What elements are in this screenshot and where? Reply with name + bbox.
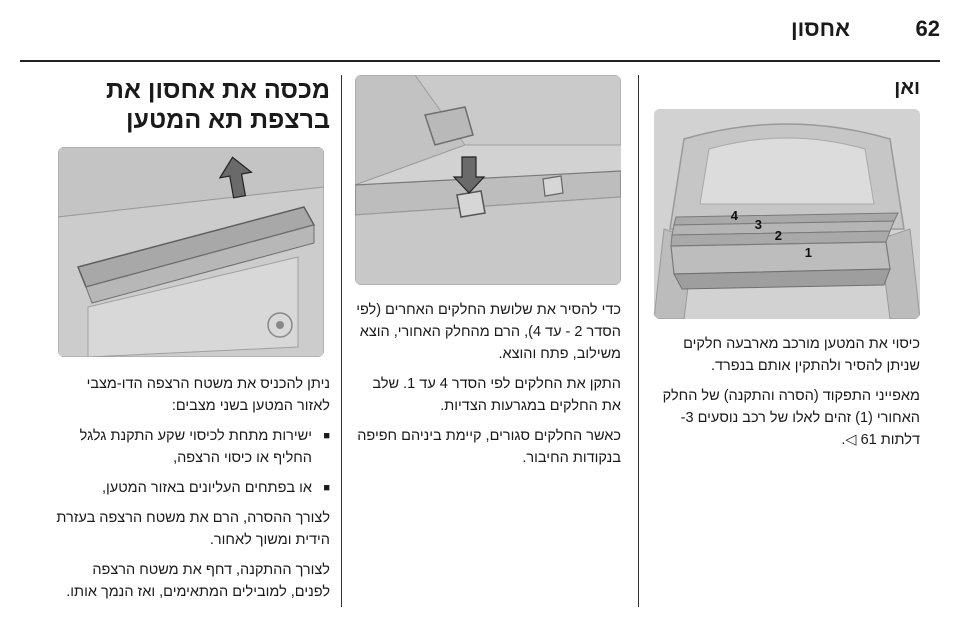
cover-part-label: 3 [754, 217, 762, 232]
column-divider-left [341, 75, 342, 607]
van-paragraph: מאפייני התפקוד (הסרה והתקנה) של החלק האחורי (1) זהים לאלו של רכב נוסעים 3-דלתות ‎◁ 61. [662, 388, 920, 448]
overlap-paragraph: כאשר החלקים סגורים, קיימת ביניהם חפיפה בנקודות החיבור. [357, 428, 621, 466]
left-column [52, 75, 330, 603]
cover-part-label: 1 [804, 245, 812, 260]
cover-part-label: 2 [774, 228, 782, 243]
page-header [20, 10, 940, 60]
middle-column [355, 75, 621, 469]
position-bullet: ■ או בפתחים העליונים באזור המטען, [52, 477, 330, 499]
floor-panel-figure [58, 147, 324, 357]
cover-part-label: 4 [730, 208, 738, 223]
removal-paragraph: כדי להסיר את שלושת החלקים האחרים (לפי הסדר 2 - עד 4), הרם מהחלק האחורי, הוצא משילוב, פתח והוצא. [356, 302, 621, 362]
install-panel-paragraph: לצורך ההתקנה, דחף את משטח הרצפה לפנים, למובילים המתאימים, ואז הנמך אותו. [66, 562, 330, 600]
van-section-title: ואן [894, 77, 920, 99]
running-title: אחסון [790, 16, 850, 41]
page-number: 62 [915, 16, 940, 41]
van-load-cover-figure [654, 109, 920, 319]
floor-storage-title: מכסה את אחסון את ברצפת תא המטען [105, 76, 330, 134]
right-column [654, 75, 920, 451]
intro-paragraph: ניתן להכניס את משטח הרצפה הדו-מצבי לאזור המטען בשני מצבים: [86, 376, 330, 414]
cover-removal-figure [355, 75, 621, 285]
position-bullet: ■ ישירות מתחת לכיסוי שקע התקנת גלגל החליף או כיסוי הרצפה, [52, 425, 330, 469]
van-paragraph: כיסוי את המטען מורכב מארבעה חלקים שניתן להסיר ולהתקין אותם בנפרד. [683, 336, 920, 374]
remove-panel-paragraph: לצורך ההסרה, הרם את משטח הרצפה בעזרת הידית ומשוך לאחור. [56, 510, 330, 548]
header-rule [20, 60, 940, 62]
installation-paragraph: התקן את החלקים לפי הסדר 4 עד 1. שלב את החלקים במגרעות הצדיות. [372, 376, 621, 414]
column-divider-right [638, 75, 639, 607]
